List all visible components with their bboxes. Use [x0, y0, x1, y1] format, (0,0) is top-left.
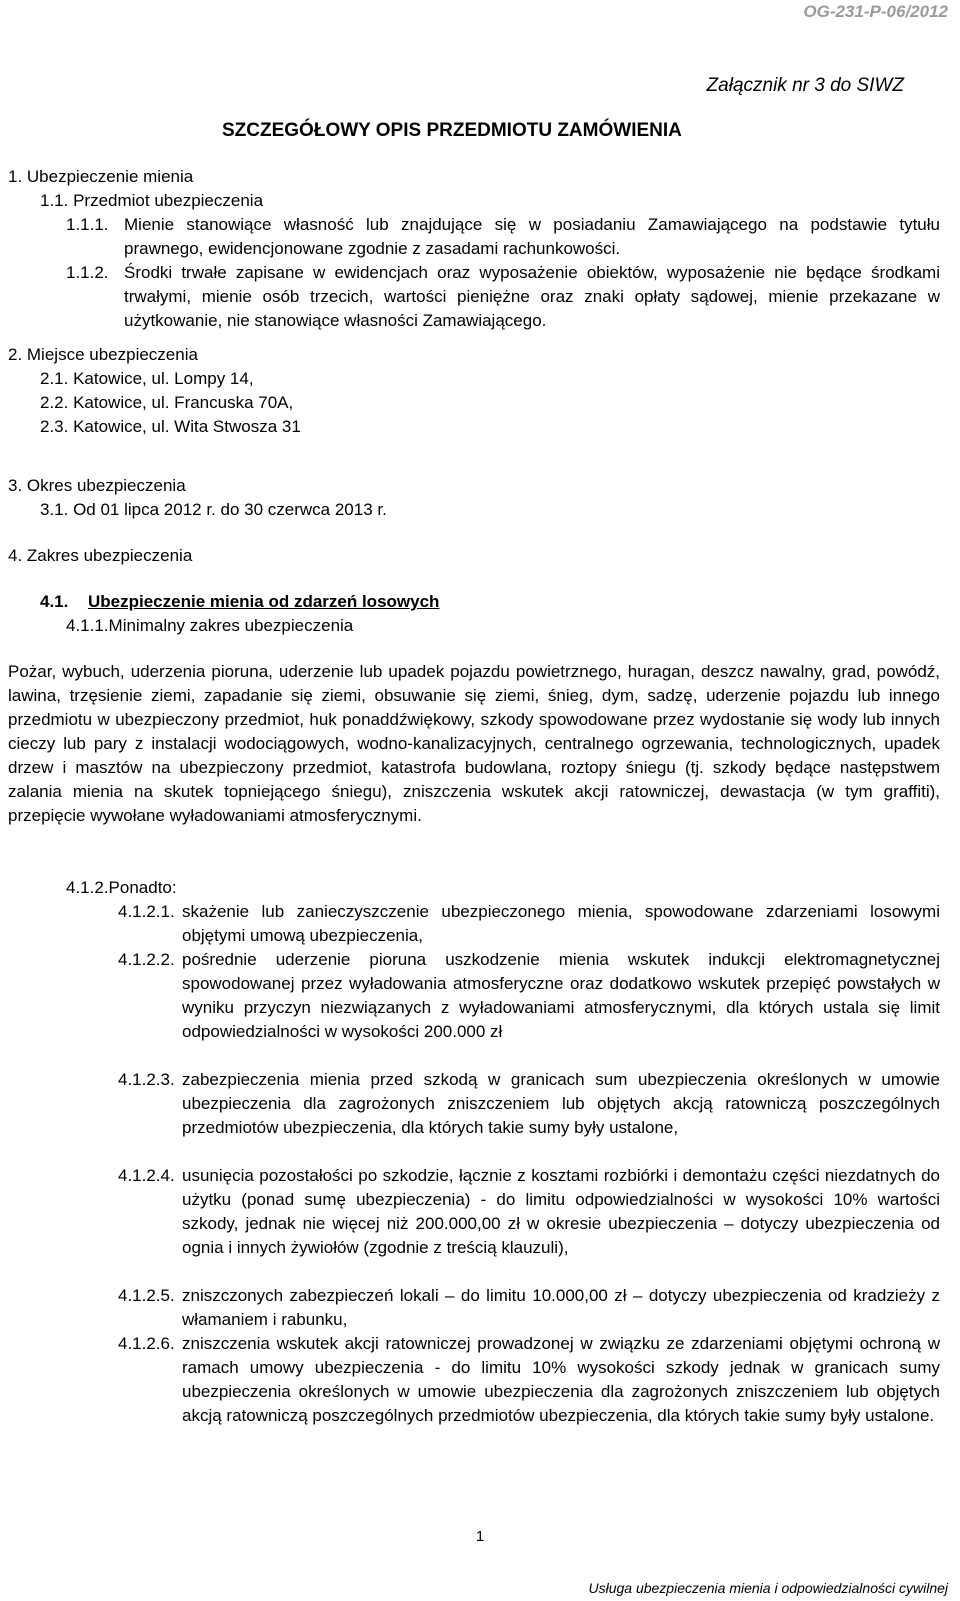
section-2-heading: 2. Miejsce ubezpieczenia	[8, 345, 198, 364]
item-number: 1.1.2.	[66, 263, 109, 282]
item-4-1-2-5	[118, 1284, 940, 1332]
item-number: 4.1.2.3.	[118, 1070, 175, 1089]
item-text: zniszczonych zabezpieczeń lokali – do limitu 10.000,00 zł – dotyczy ubezpieczenia od kradzieży z włamaniem i rabunku,	[182, 1286, 940, 1329]
item-4-1-2-4	[118, 1164, 940, 1260]
item-1-1-1	[66, 213, 940, 261]
item-4-1-2-6	[118, 1332, 940, 1428]
item-4-1-2-1	[118, 900, 940, 948]
location-item: 2.2. Katowice, ul. Francuska 70A,	[40, 393, 294, 412]
item-4-1-2-2	[118, 948, 940, 1044]
document-code: OG-231-P-06/2012	[803, 2, 948, 21]
location-item: 2.1. Katowice, ul. Lompy 14,	[40, 369, 254, 388]
section-title: Ubezpieczenie mienia od zdarzeń losowych	[88, 592, 440, 611]
item-text: Mienie stanowiące własność lub znajdujące się w posiadaniu Zamawiającego na podstawie tytułu prawnego, ewidencjonowane zgodnie z zasadami rachunkowości.	[124, 215, 940, 258]
item-4-1-1: 4.1.1.Minimalny zakres ubezpieczenia	[66, 616, 354, 635]
item-number: 4.1.2.1.	[118, 902, 175, 921]
section-number: 4.1.	[40, 592, 69, 611]
item-1-1-2	[66, 261, 940, 333]
item-text: skażenie lub zanieczyszczenie ubezpieczonego mienia, spowodowane zdarzeniami losowymi objętymi umową ubezpieczenia,	[182, 902, 940, 945]
item-number: 1.1.1.	[66, 215, 109, 234]
attachment-label: Załącznik nr 3 do SIWZ	[706, 75, 904, 96]
item-text: pośrednie uderzenie pioruna uszkodzenie mienia wskutek indukcji elektromagnetycznej spowodowanej przez wyładowania atmosferyczne oraz dodatkowo wskutek przepięć powstałych w wyniku przyczyn niezwiązanych z wyładowaniami atmosferycznymi, dla których ustala się limit odpowiedzialności w wysokości 200.000 zł	[182, 950, 940, 1041]
section-1-1-heading: 1.1. Przedmiot ubezpieczenia	[40, 191, 264, 210]
item-number: 4.1.2.4.	[118, 1166, 175, 1185]
page-number: 1	[475, 1528, 485, 1545]
footer-note: Usługa ubezpieczenia mienia i odpowiedzialności cywilnej	[588, 1580, 948, 1596]
item-text: zniszczenia wskutek akcji ratowniczej prowadzonej w związku ze zdarzeniami objętymi ochroną w ramach umowy ubezpieczenia - do limitu 10% wysokości szkody jednak w granicach sumy ubezpieczenia określonych w umowie ubezpieczenia dla zagrożonych zniszczeniem lub objętych akcją ratowniczą poszczególnych przedmiotów ubezpieczenia, dla których takie sumy były ustalone.	[182, 1334, 940, 1425]
item-4-1-2-3	[118, 1068, 940, 1140]
item-text: usunięcia pozostałości po szkodzie, łącznie z kosztami rozbiórki i demontażu części niezdatnych do użytku (ponad sumę ubezpieczenia) - do limitu odpowiedzialności w wysokości 10% wartości szkody, jednak nie więcej niż 200.000,00 zł w okresie ubezpieczenia – dotyczy ubezpieczenia od ognia i innych żywiołów (zgodnie z treścią klauzuli),	[182, 1166, 940, 1257]
item-4-1-2: 4.1.2.Ponadto:	[66, 878, 177, 897]
section-4-1-heading	[40, 590, 439, 614]
item-number: 4.1.2.2.	[118, 950, 175, 969]
risk-paragraph: Pożar, wybuch, uderzenia pioruna, uderzenie lub upadek pojazdu powietrznego, huragan, deszcz nawalny, grad, powódź, lawina, trzęsienie ziemi, zapadanie się ziemi, obsuwanie się ziemi, śnieg, dym, sadzę, uderzenie pojazdu lub innego przedmiotu w ubezpieczony przedmiot, huk ponaddźwiękowy, szkody spowodowane przez wydostanie się wody lub innych cieczy lub pary z instalacji wodociągowych, wodno-kanalizacyjnych, centralnego ogrzewania, technologicznych, upadek drzew i masztów na ubezpieczony przedmiot, katastrofa budowlana, roztopy śniegu (tj. szkody będące następstwem zalania mienia na skutek topniejącego śniegu), zniszczenia wskutek akcji ratowniczej, dewastacja (w tym graffiti), przepięcie wywołane wyładowaniami atmosferycznymi.	[8, 662, 940, 825]
item-number: 4.1.2.5.	[118, 1286, 175, 1305]
page-title: SZCZEGÓŁOWY OPIS PRZEDMIOTU ZAMÓWIENIA	[222, 120, 682, 141]
item-text: zabezpieczenia mienia przed szkodą w granicach sum ubezpieczenia określonych w umowie ubezpieczenia dla zagrożonych zniszczeniem lub objętych akcją ratowniczą poszczególnych przedmiotów ubezpieczenia, dla których takie sumy były ustalone,	[182, 1070, 940, 1137]
period-item: 3.1. Od 01 lipca 2012 r. do 30 czerwca 2013 r.	[40, 500, 387, 519]
section-3-heading: 3. Okres ubezpieczenia	[8, 476, 186, 495]
section-1-heading: 1. Ubezpieczenie mienia	[8, 167, 194, 186]
location-item: 2.3. Katowice, ul. Wita Stwosza 31	[40, 417, 301, 436]
section-4-heading: 4. Zakres ubezpieczenia	[8, 546, 193, 565]
item-number: 4.1.2.6.	[118, 1334, 175, 1353]
item-text: Środki trwałe zapisane w ewidencjach oraz wyposażenie obiektów, wyposażenie nie będące środkami trwałymi, mienie osób trzecich, wartości pieniężne oraz znaki opłaty sądowej, mienie przekazane w użytkowanie, nie stanowiące własności Zamawiającego.	[124, 263, 940, 330]
